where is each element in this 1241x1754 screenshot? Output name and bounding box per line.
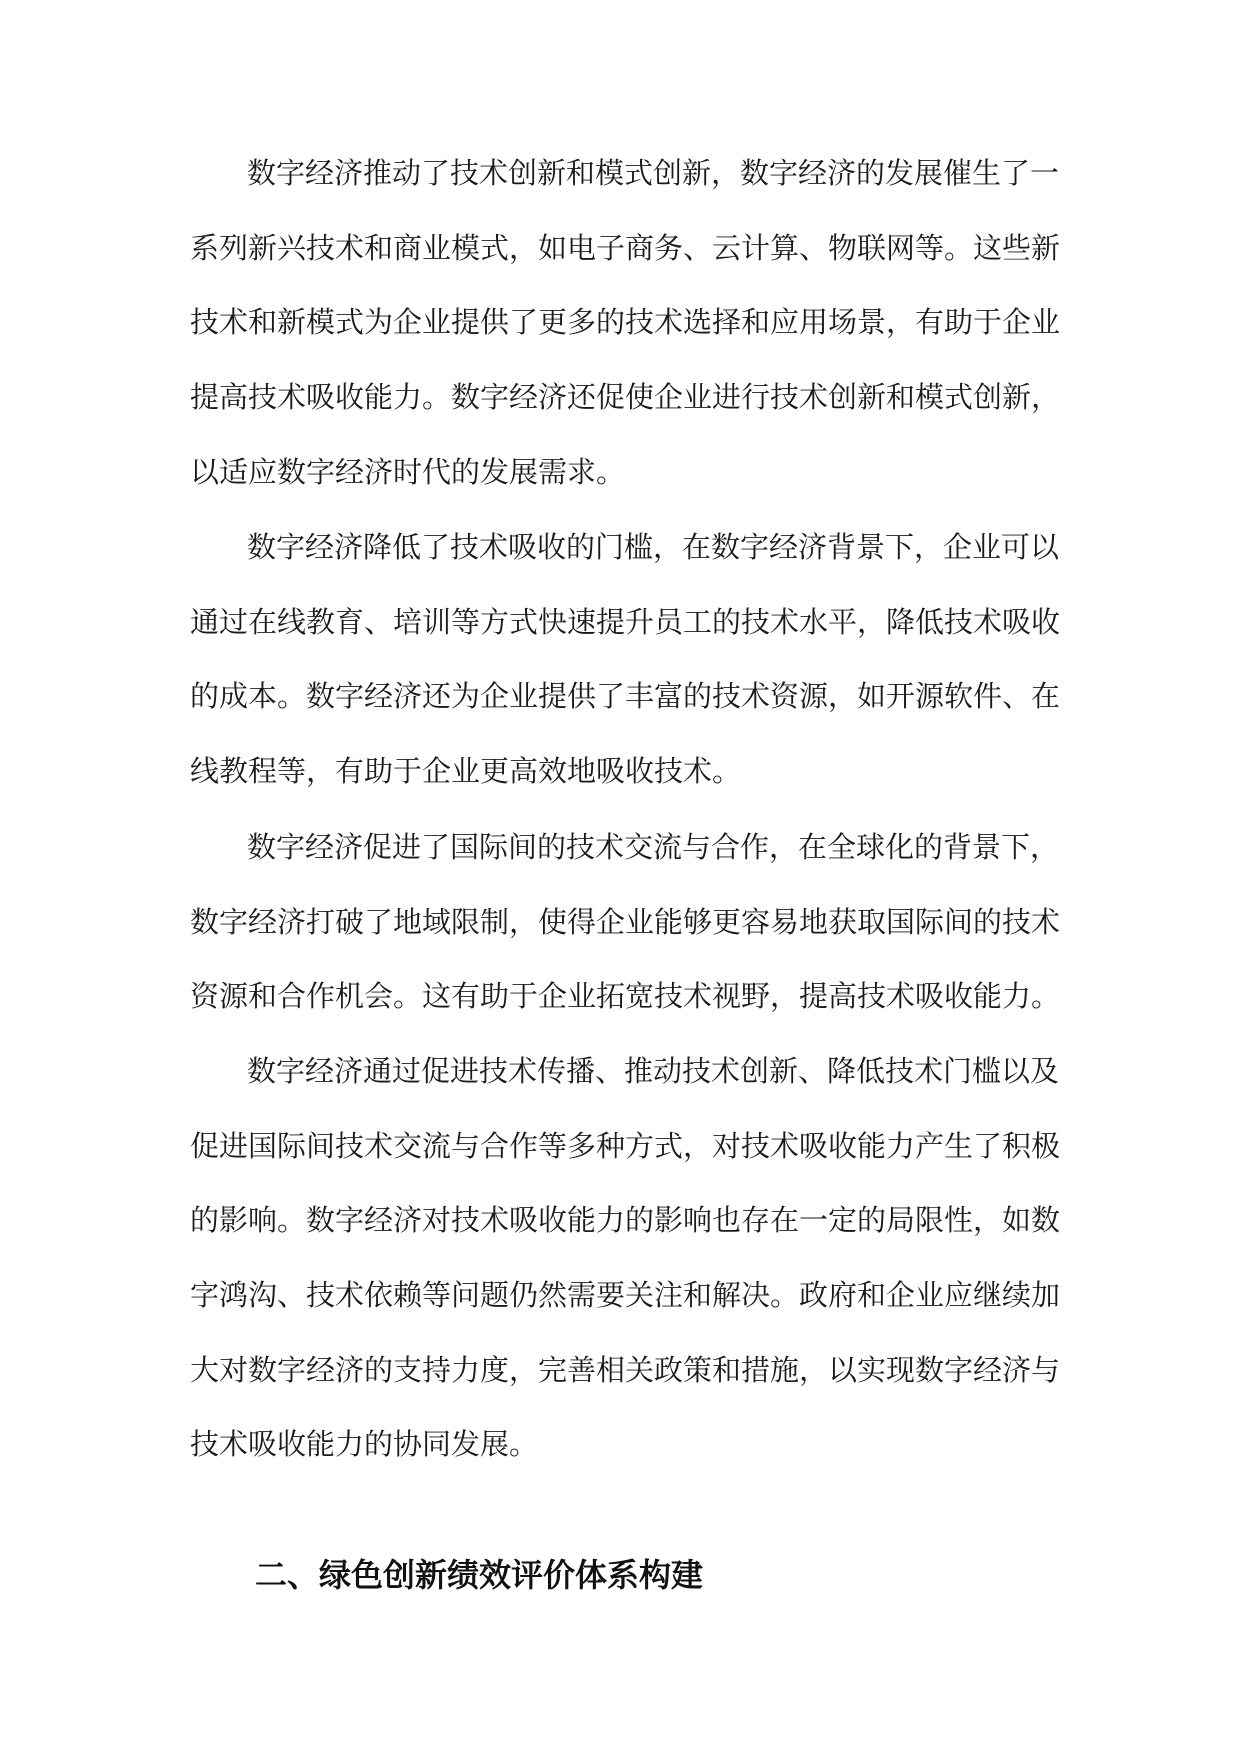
paragraph-line: 促进国际间技术交流与合作等多种方式，对技术吸收能力产生了积极 (190, 1128, 1061, 1163)
paragraph-line: 数字经济推动了技术创新和模式创新，数字经济的发展催生了一 (247, 156, 1060, 190)
paragraph-line: 数字经济促进了国际间的技术交流与合作，在全球化的背景下， (247, 830, 1060, 864)
paragraph-line: 数字经济降低了技术吸收的门槛，在数字经济背景下，企业可以 (247, 530, 1060, 564)
paragraph-line: 系列新兴技术和商业模式，如电子商务、云计算、物联网等。这些新 (190, 230, 1061, 265)
paragraph-line: 技术和新模式为企业提供了更多的技术选择和应用场景，有助于企业 (190, 305, 1061, 340)
paragraph-line: 通过在线教育、培训等方式快速提升员工的技术水平，降低技术吸收 (190, 604, 1061, 639)
paragraph-4 (190, 1034, 1061, 1482)
paragraph-2 (190, 510, 1061, 809)
paragraph-line: 数字经济通过促进技术传播、推动技术创新、降低技术门槛以及 (247, 1054, 1060, 1088)
paragraph-line: 数字经济打破了地域限制，使得企业能够更容易地获取国际间的技术 (190, 904, 1061, 939)
paragraph-line: 大对数字经济的支持力度，完善相关政策和措施，以实现数字经济与 (190, 1352, 1061, 1387)
paragraph-line: 技术吸收能力的协同发展。 (190, 1427, 539, 1462)
paragraph-line: 线教程等，有助于企业更高效地吸收技术。 (190, 754, 742, 789)
paragraph-line: 资源和合作机会。这有助于企业拓宽技术视野，提高技术吸收能力。 (190, 979, 1061, 1014)
paragraph-line: 以适应数字经济时代的发展需求。 (190, 454, 626, 489)
paragraph-line: 的影响。数字经济对技术吸收能力的影响也存在一定的局限性，如数 (190, 1203, 1061, 1238)
paragraph-line: 字鸿沟、技术依赖等问题仍然需要关注和解决。政府和企业应继续加 (190, 1278, 1061, 1313)
paragraph-line: 的成本。数字经济还为企业提供了丰富的技术资源，如开源软件、在 (190, 679, 1061, 714)
section-heading: 二、绿色创新绩效评价体系构建 (255, 1556, 704, 1594)
paragraph-3 (190, 810, 1061, 1034)
paragraph-line: 提高技术吸收能力。数字经济还促使企业进行技术创新和模式创新， (190, 380, 1061, 415)
paragraph-1 (190, 136, 1061, 509)
